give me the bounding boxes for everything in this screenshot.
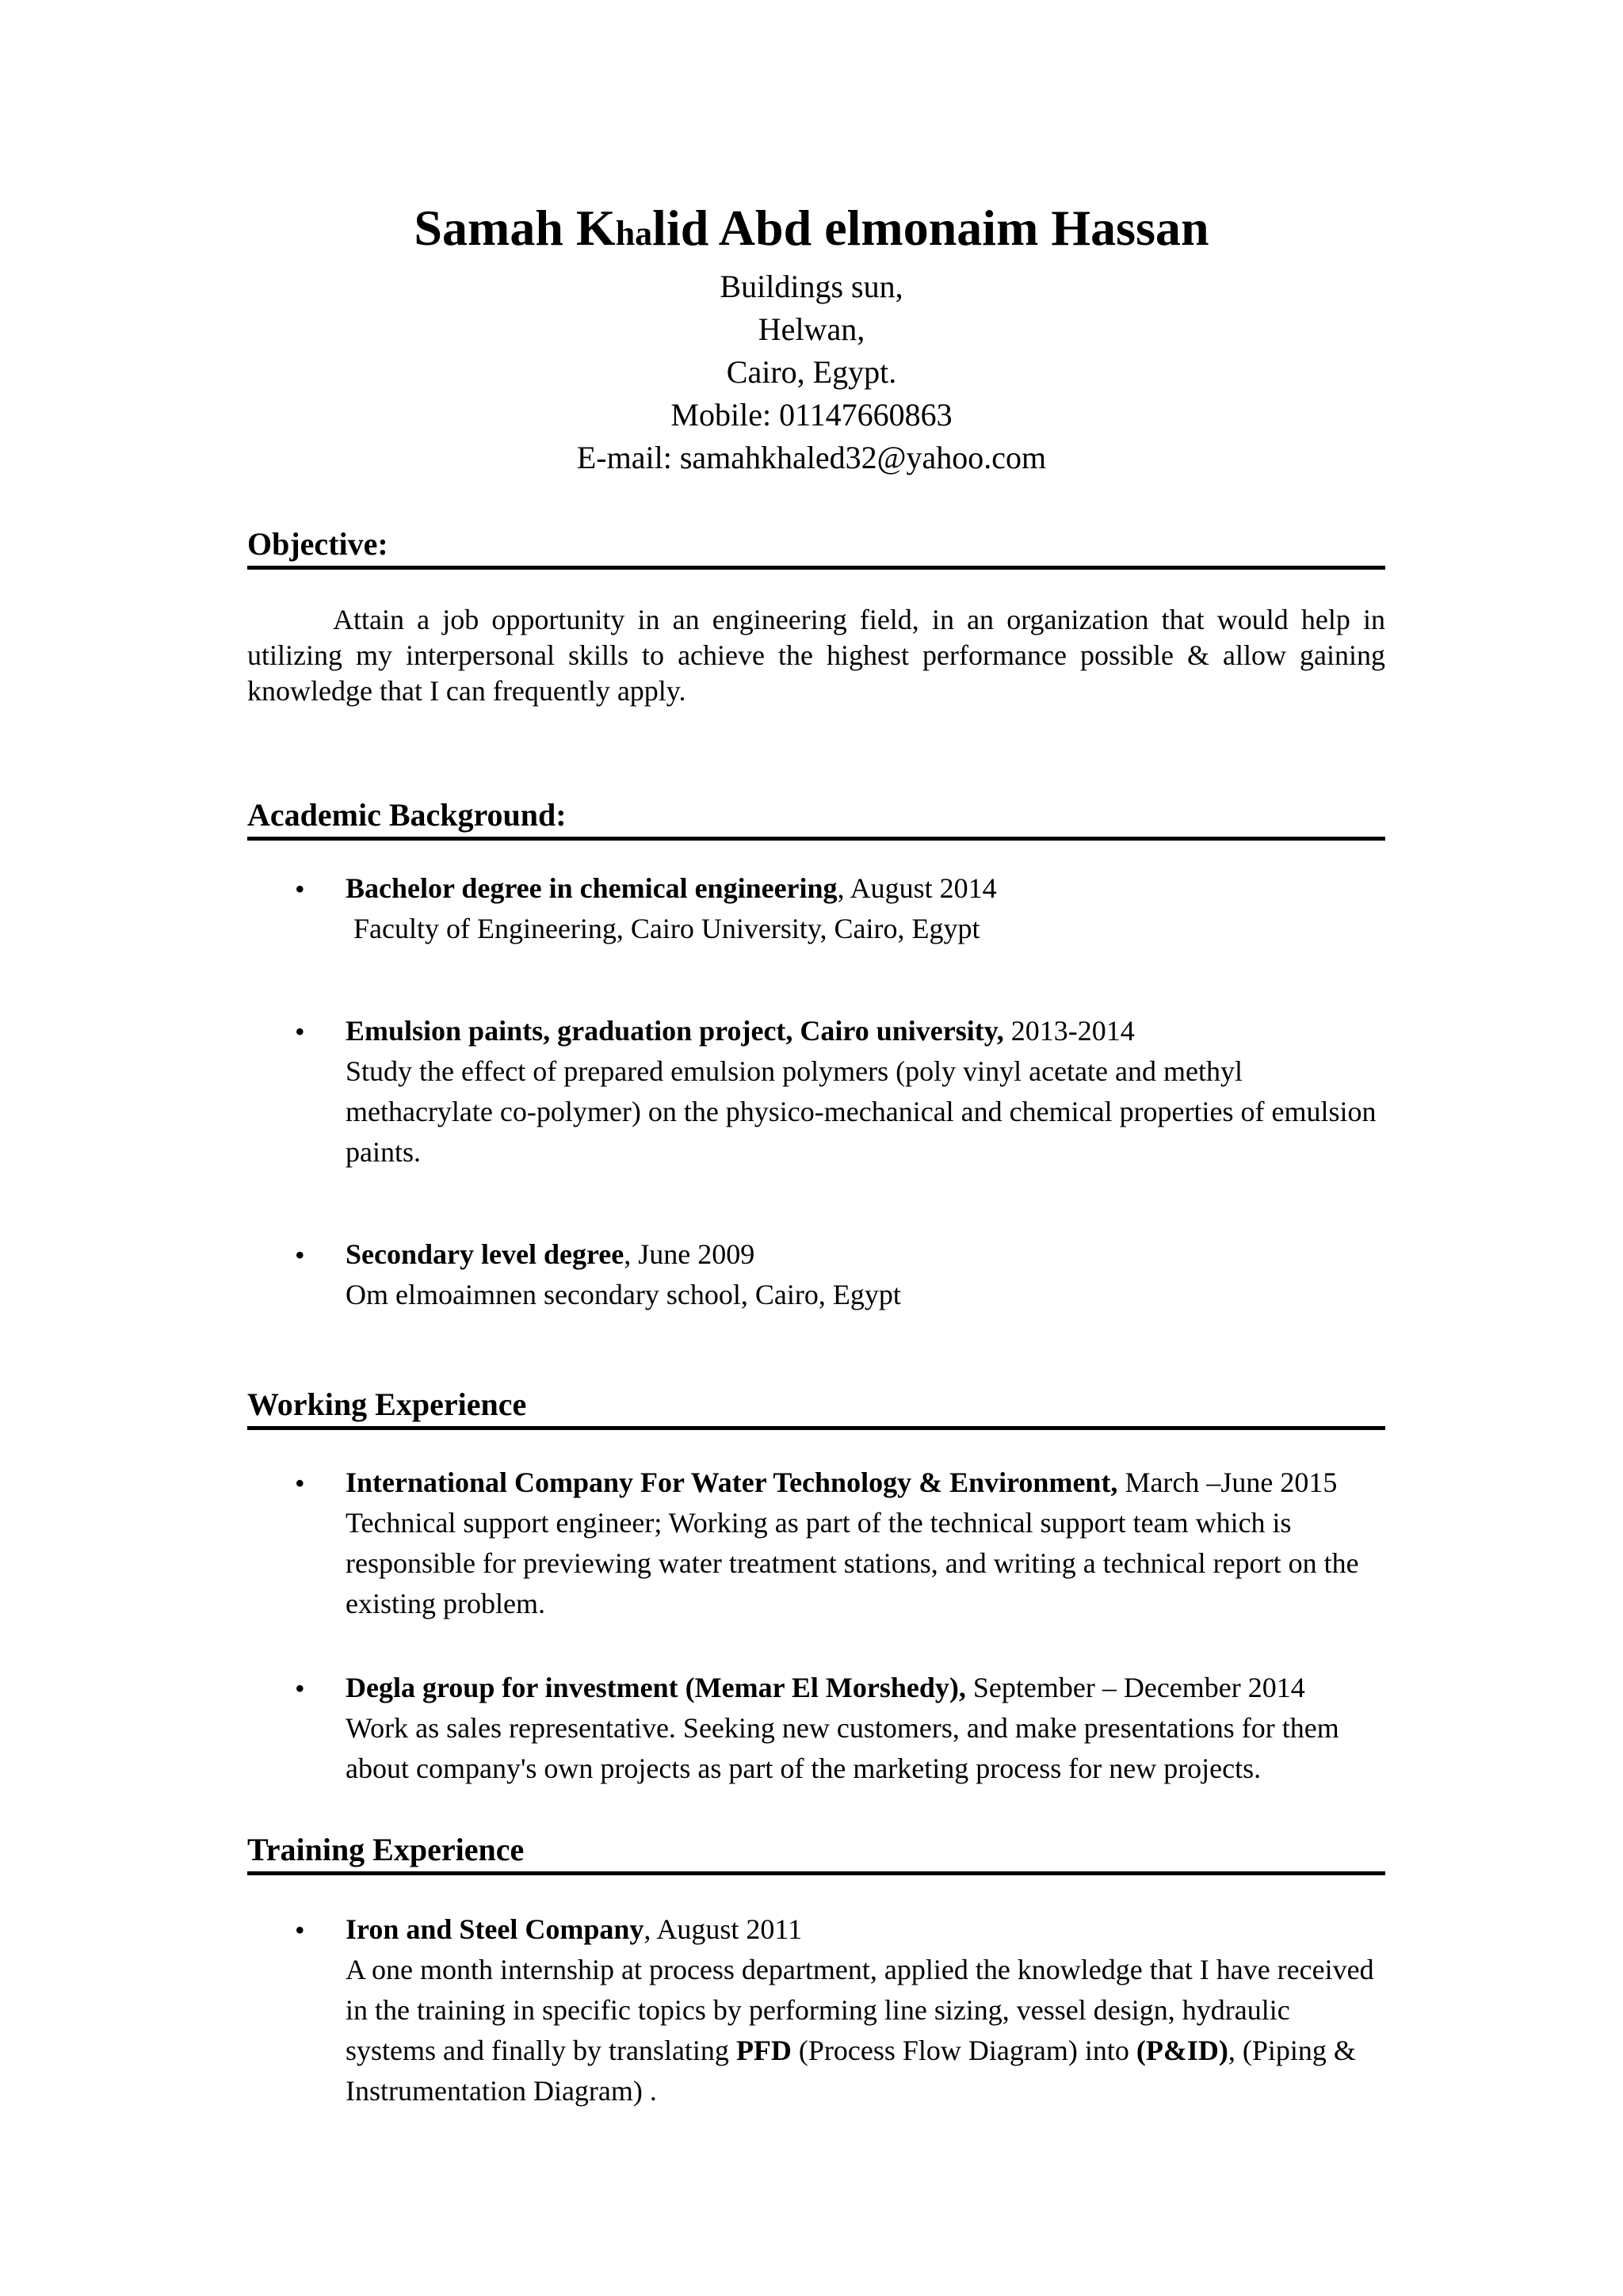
- bullet-icon: •: [295, 1016, 305, 1047]
- academic-item-title: Secondary level degree: [346, 1238, 624, 1270]
- candidate-name: [0, 196, 1623, 265]
- academic-item: [247, 1011, 1385, 1173]
- training-item-title: Iron and Steel Company: [346, 1913, 644, 1945]
- academic-item-title: Emulsion paints, graduation project, Cairo university,: [346, 1015, 1004, 1047]
- email-address: E-mail: samahkhaled32@yahoo.com: [576, 440, 1047, 475]
- academic-item-detail: Om elmoaimnen secondary school, Cairo, Egypt: [346, 1279, 901, 1310]
- bullet-icon: •: [295, 1239, 305, 1271]
- working-item-date: September – December 2014: [965, 1672, 1305, 1703]
- bullet-icon: •: [295, 1467, 305, 1499]
- academic-item-detail: Study the effect of prepared emulsion polymers (poly vinyl acetate and methyl methacrylate co-polymer) on the physico-mechanical and chemical properties of emulsion paints.: [346, 1055, 1377, 1168]
- academic-item-date: , August 2014: [837, 872, 997, 904]
- bullet-icon: •: [295, 1914, 305, 1946]
- training-item-detail: [346, 1950, 1385, 2111]
- academic-item-date: , June 2009: [624, 1238, 755, 1270]
- working-item-title: Degla group for investment (Memar El Morshedy),: [346, 1672, 966, 1703]
- address-line-2: Helwan,: [758, 311, 865, 347]
- mobile-number: Mobile: 01147660863: [670, 397, 953, 433]
- name-part-2: ha: [615, 214, 653, 253]
- training-detail-part: , (Piping & Instrumentation Diagram) .: [346, 2035, 1356, 2107]
- academic-item-date: 2013-2014: [1003, 1015, 1135, 1047]
- bullet-icon: •: [295, 873, 305, 905]
- working-item-date: March –June 2015: [1117, 1466, 1338, 1498]
- working-item: [247, 1668, 1385, 1789]
- objective-text: Attain a job opportunity in an engineering field, in an organization that would help in utilizing my interpersonal skills to achieve the highest performance possible & allow gaining knowledge that I can frequently apply.: [247, 604, 1385, 707]
- resume-header: [0, 196, 1623, 479]
- address-line-1: Buildings sun,: [720, 269, 903, 304]
- training-heading: Training Experience: [247, 1830, 1385, 1875]
- training-item: [247, 1909, 1385, 2111]
- training-detail-part: (Process Flow Diagram) into: [791, 2035, 1136, 2066]
- working-item-detail: Work as sales representative. Seeking new customers, and make presentations for them about company's own projects as part of the marketing process for new projects.: [346, 1712, 1339, 1784]
- training-detail-pfd: PFD: [735, 2035, 792, 2066]
- academic-item-title: Bachelor degree in chemical engineering: [346, 872, 838, 904]
- training-item-date: , August 2011: [643, 1913, 803, 1945]
- working-item: [247, 1463, 1385, 1624]
- academic-heading: Academic Background:: [247, 795, 1385, 841]
- academic-item: [247, 1234, 1385, 1315]
- name-part-3: lid Abd elmonaim Hassan: [652, 200, 1209, 256]
- training-detail-pid: (P&ID): [1136, 2035, 1228, 2066]
- working-heading: Working Experience: [247, 1385, 1385, 1430]
- working-item-detail: Technical support engineer; Working as part of the technical support team which is responsible for previewing water treatment stations, and writing a technical report on the existing problem.: [346, 1507, 1359, 1619]
- training-detail-part: A one month internship at process department, applied the knowledge that I have received in the training in specific topics by performing line sizing, vessel design, hydraulic systems and finally by translating: [346, 1954, 1374, 2066]
- academic-item-detail: Faculty of Engineering, Cairo University, Cairo, Egypt: [353, 913, 980, 944]
- objective-heading: Objective:: [247, 524, 1385, 570]
- bullet-icon: •: [295, 1672, 305, 1704]
- name-part-1: Samah K: [414, 200, 616, 256]
- address-line-3: Cairo, Egypt.: [726, 354, 897, 390]
- academic-item: [247, 868, 1385, 949]
- working-item-title: International Company For Water Technology & Environment,: [346, 1466, 1118, 1498]
